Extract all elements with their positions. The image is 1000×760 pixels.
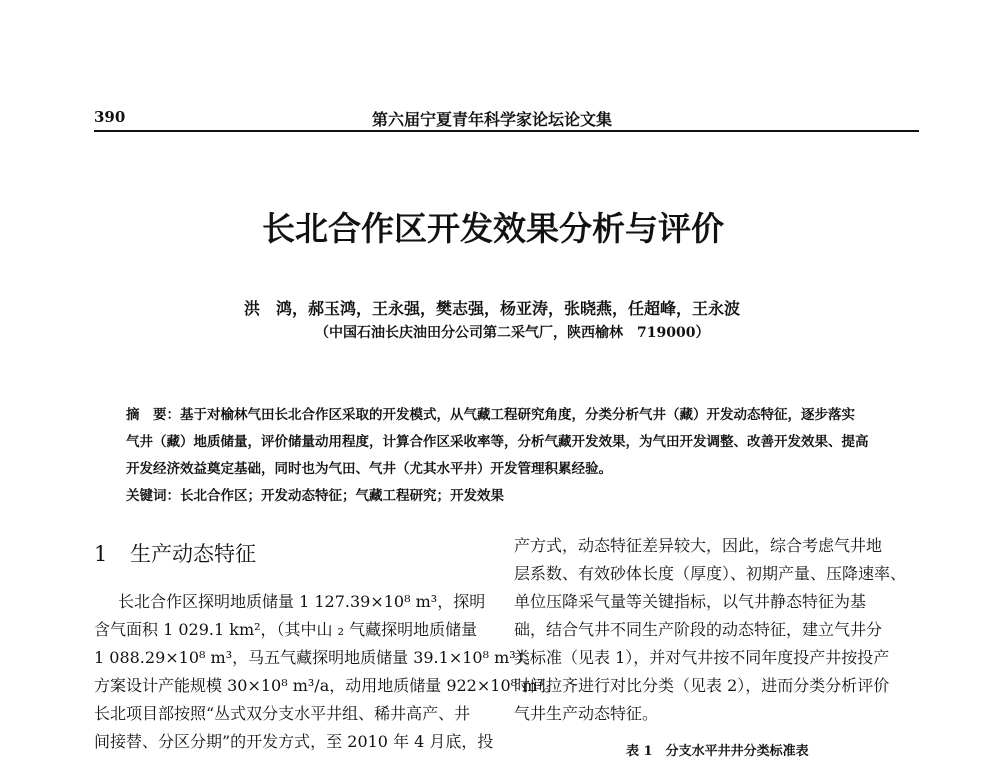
paper-title: 长北合作区开发效果分析与评价 <box>262 209 724 248</box>
abstract-line: 开发经济效益奠定基础，同时也为气田、气井（尤其水平井）开发管理积累经验。 <box>126 461 612 477</box>
section-title: 生产动态特征 <box>130 542 256 566</box>
body-line-left: 1 088.29×10⁸ m³，马五气藏探明地质储量 39.1×10⁸ m³）。 <box>94 648 540 667</box>
table-caption: 表 1 分支水平井井分类标准表 <box>626 744 809 759</box>
header-rule <box>94 130 919 132</box>
keywords: 关键词：长北合作区；开发动态特征；气藏工程研究；开发效果 <box>126 488 504 504</box>
body-line-right: 类标准（见表 1），并对气井按不同年度投产井按投产 <box>514 648 890 667</box>
body-line-left: 长北项目部按照“丛式双分支水平井组、稀井高产、井 <box>94 704 471 723</box>
section-heading <box>94 538 256 568</box>
body-line-left: 长北合作区探明地质储量 1 127.39×10⁸ m³，探明 <box>118 592 486 611</box>
body-line-right: 层系数、有效砂体长度（厚度）、初期产量、压降速率、 <box>514 564 907 583</box>
body-line-right: 气井生产动态特征。 <box>514 704 659 723</box>
abstract-line: 摘 要：基于对榆林气田长北合作区采取的开发模式，从气藏工程研究角度，分类分析气井（藏）开发动态特征，逐步落实 <box>126 407 855 423</box>
body-line-right: 单位压降采气量等关键指标，以气井静态特征为基 <box>514 592 867 611</box>
author-list: 洪 鸿，郝玉鸿，王永强，樊志强，杨亚涛，张晓燕，任超峰，王永波 <box>244 299 741 318</box>
body-line-right: 时间拉齐进行对比分类（见表 2），进而分类分析评价 <box>514 676 890 695</box>
body-line-right: 产方式，动态特征差异较大，因此，综合考虑气井地 <box>514 536 883 555</box>
body-line-left: 方案设计产能规模 30×10⁸ m³/a，动用地质储量 922×10⁸ m³。 <box>94 676 560 695</box>
body-line-left: 含气面积 1 029.1 km²，（其中山 ₂ 气藏探明地质储量 <box>94 620 478 639</box>
abstract-line: 气井（藏）地质储量，评价储量动用程度，计算合作区采收率等，分析气藏开发效果，为气田开发调整、改善开发效果、提高 <box>126 434 869 450</box>
body-line-left: 间接替、分区分期”的开发方式，至 2010 年 4 月底，投 <box>94 732 494 751</box>
page-number: 390 <box>94 108 126 126</box>
section-number: 1 <box>94 542 108 566</box>
affiliation: （中国石油长庆油田分公司第二采气厂，陕西榆林 719000） <box>315 325 710 341</box>
body-line-right: 础，结合气井不同生产阶段的动态特征，建立气井分 <box>514 620 883 639</box>
running-head: 第六届宁夏青年科学家论坛论文集 <box>372 110 613 129</box>
